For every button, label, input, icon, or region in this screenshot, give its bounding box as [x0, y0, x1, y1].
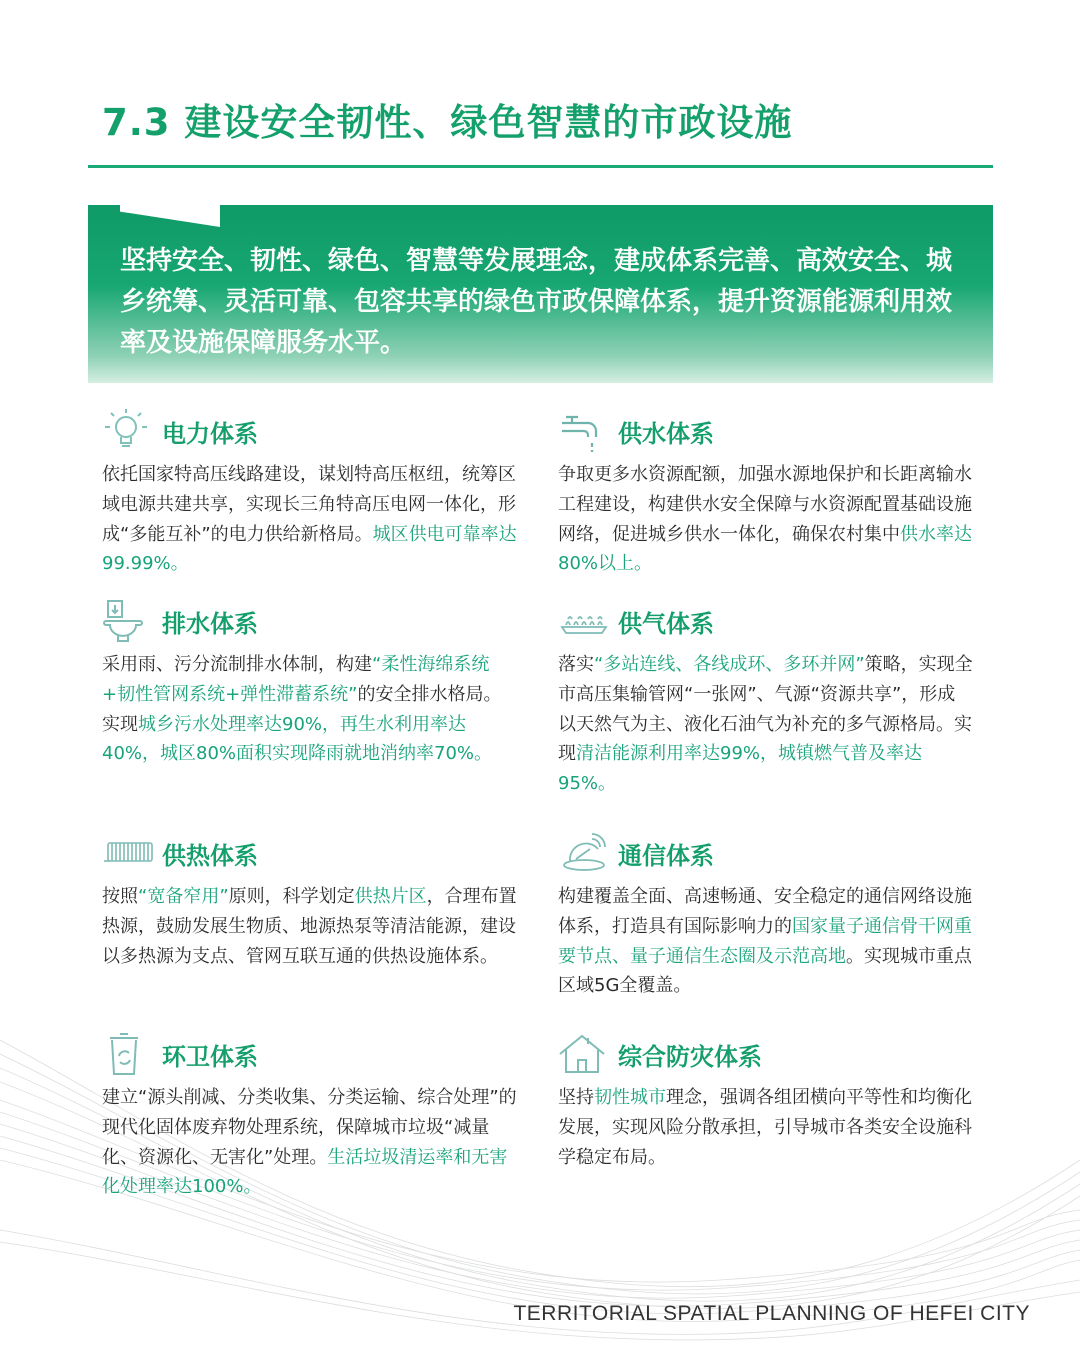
section-body: 落实“多站连线、各线成环、多环并网”策略，实现全市高压集输管网“一张网”、气源“资源共享”，形成以天然气为主、液化石油气为补充的多气源格局。实现清洁能源利用率达99%，城镇燃气普及率达95%。	[558, 654, 973, 795]
radiator-icon	[102, 831, 154, 875]
section-body: 建立“源头削减、分类收集、分类运输、综合处理”的现代化固体废弃物处理系统，保障城市垃圾“减量化、资源化、无害化”处理。生活垃圾清运率和无害化处理率达100%。	[102, 1087, 517, 1198]
section-body: 按照“宽备窄用”原则，科学划定供热片区，合理布置热源，鼓励发展生物质、地源热泵等清洁能源，建设以多热源为支点、管网互联互通的供热设施体系。	[102, 886, 517, 967]
toilet-icon	[102, 599, 154, 643]
faucet-icon	[558, 409, 610, 453]
section-title: 供热体系	[162, 841, 258, 870]
section-power	[102, 408, 517, 579]
section-body: 坚持韧性城市理念，强调各组团横向平等性和均衡化发展，实现风险分散承担，引导城市各类安全设施科学稳定布局。	[558, 1087, 972, 1168]
shield-house-icon	[558, 1032, 610, 1076]
section-title: 环卫体系	[162, 1042, 258, 1071]
section-heating	[102, 830, 517, 971]
section-title: 通信体系	[618, 841, 714, 870]
section-drainage	[102, 598, 517, 769]
banner-tab-notch	[120, 205, 220, 227]
section-title: 电力体系	[162, 419, 258, 448]
lightbulb-icon	[102, 409, 154, 453]
section-telecom	[558, 830, 973, 1001]
title-divider	[88, 165, 993, 168]
section-gas	[558, 598, 973, 799]
page-title: 7.3 建设安全韧性、绿色智慧的市政设施	[102, 101, 793, 144]
section-body: 构建覆盖全面、高速畅通、安全稳定的通信网络设施体系，打造具有国际影响力的国家量子通信骨干网重要节点、量子通信生态圈及示范高地。实现城市重点区域5G全覆盖。	[558, 886, 972, 997]
section-title: 供水体系	[618, 419, 714, 448]
summary-banner	[88, 205, 993, 383]
section-body: 采用雨、污分流制排水体制，构建“柔性海绵系统+韧性管网系统+弹性滞蓄系统”的安全排水格局。实现城乡污水处理率达90%，再生水利用率达40%，城区80%面积实现降雨就地消纳率70%。	[102, 654, 502, 765]
satellite-dish-icon	[558, 831, 610, 875]
section-title: 综合防灾体系	[618, 1042, 762, 1071]
section-disaster-prevention	[558, 1031, 973, 1172]
banner-text: 坚持安全、韧性、绿色、智慧等发展理念，建成体系完善、高效安全、城乡统筹、灵活可靠、包容共享的绿色市政保障体系，提升资源能源利用效率及设施保障服务水平。	[120, 246, 953, 358]
section-title: 排水体系	[162, 609, 258, 638]
section-sanitation	[102, 1031, 517, 1202]
footer-caption: TERRITORIAL SPATIAL PLANNING OF HEFEI CITY	[513, 1302, 1030, 1325]
recycle-bin-icon	[102, 1032, 154, 1076]
section-water	[558, 408, 973, 579]
section-body: 争取更多水资源配额，加强水源地保护和长距离输水工程建设，构建供水安全保障与水资源配置基础设施网络，促进城乡供水一体化，确保农村集中供水率达80%以上。	[558, 464, 972, 575]
gas-burner-icon	[558, 599, 610, 643]
section-title: 供气体系	[618, 609, 714, 638]
section-body: 依托国家特高压线路建设，谋划特高压枢纽，统筹区域电源共建共享，实现长三角特高压电网一体化，形成“多能互补”的电力供给新格局。城区供电可靠率达99.99%。	[102, 464, 517, 575]
